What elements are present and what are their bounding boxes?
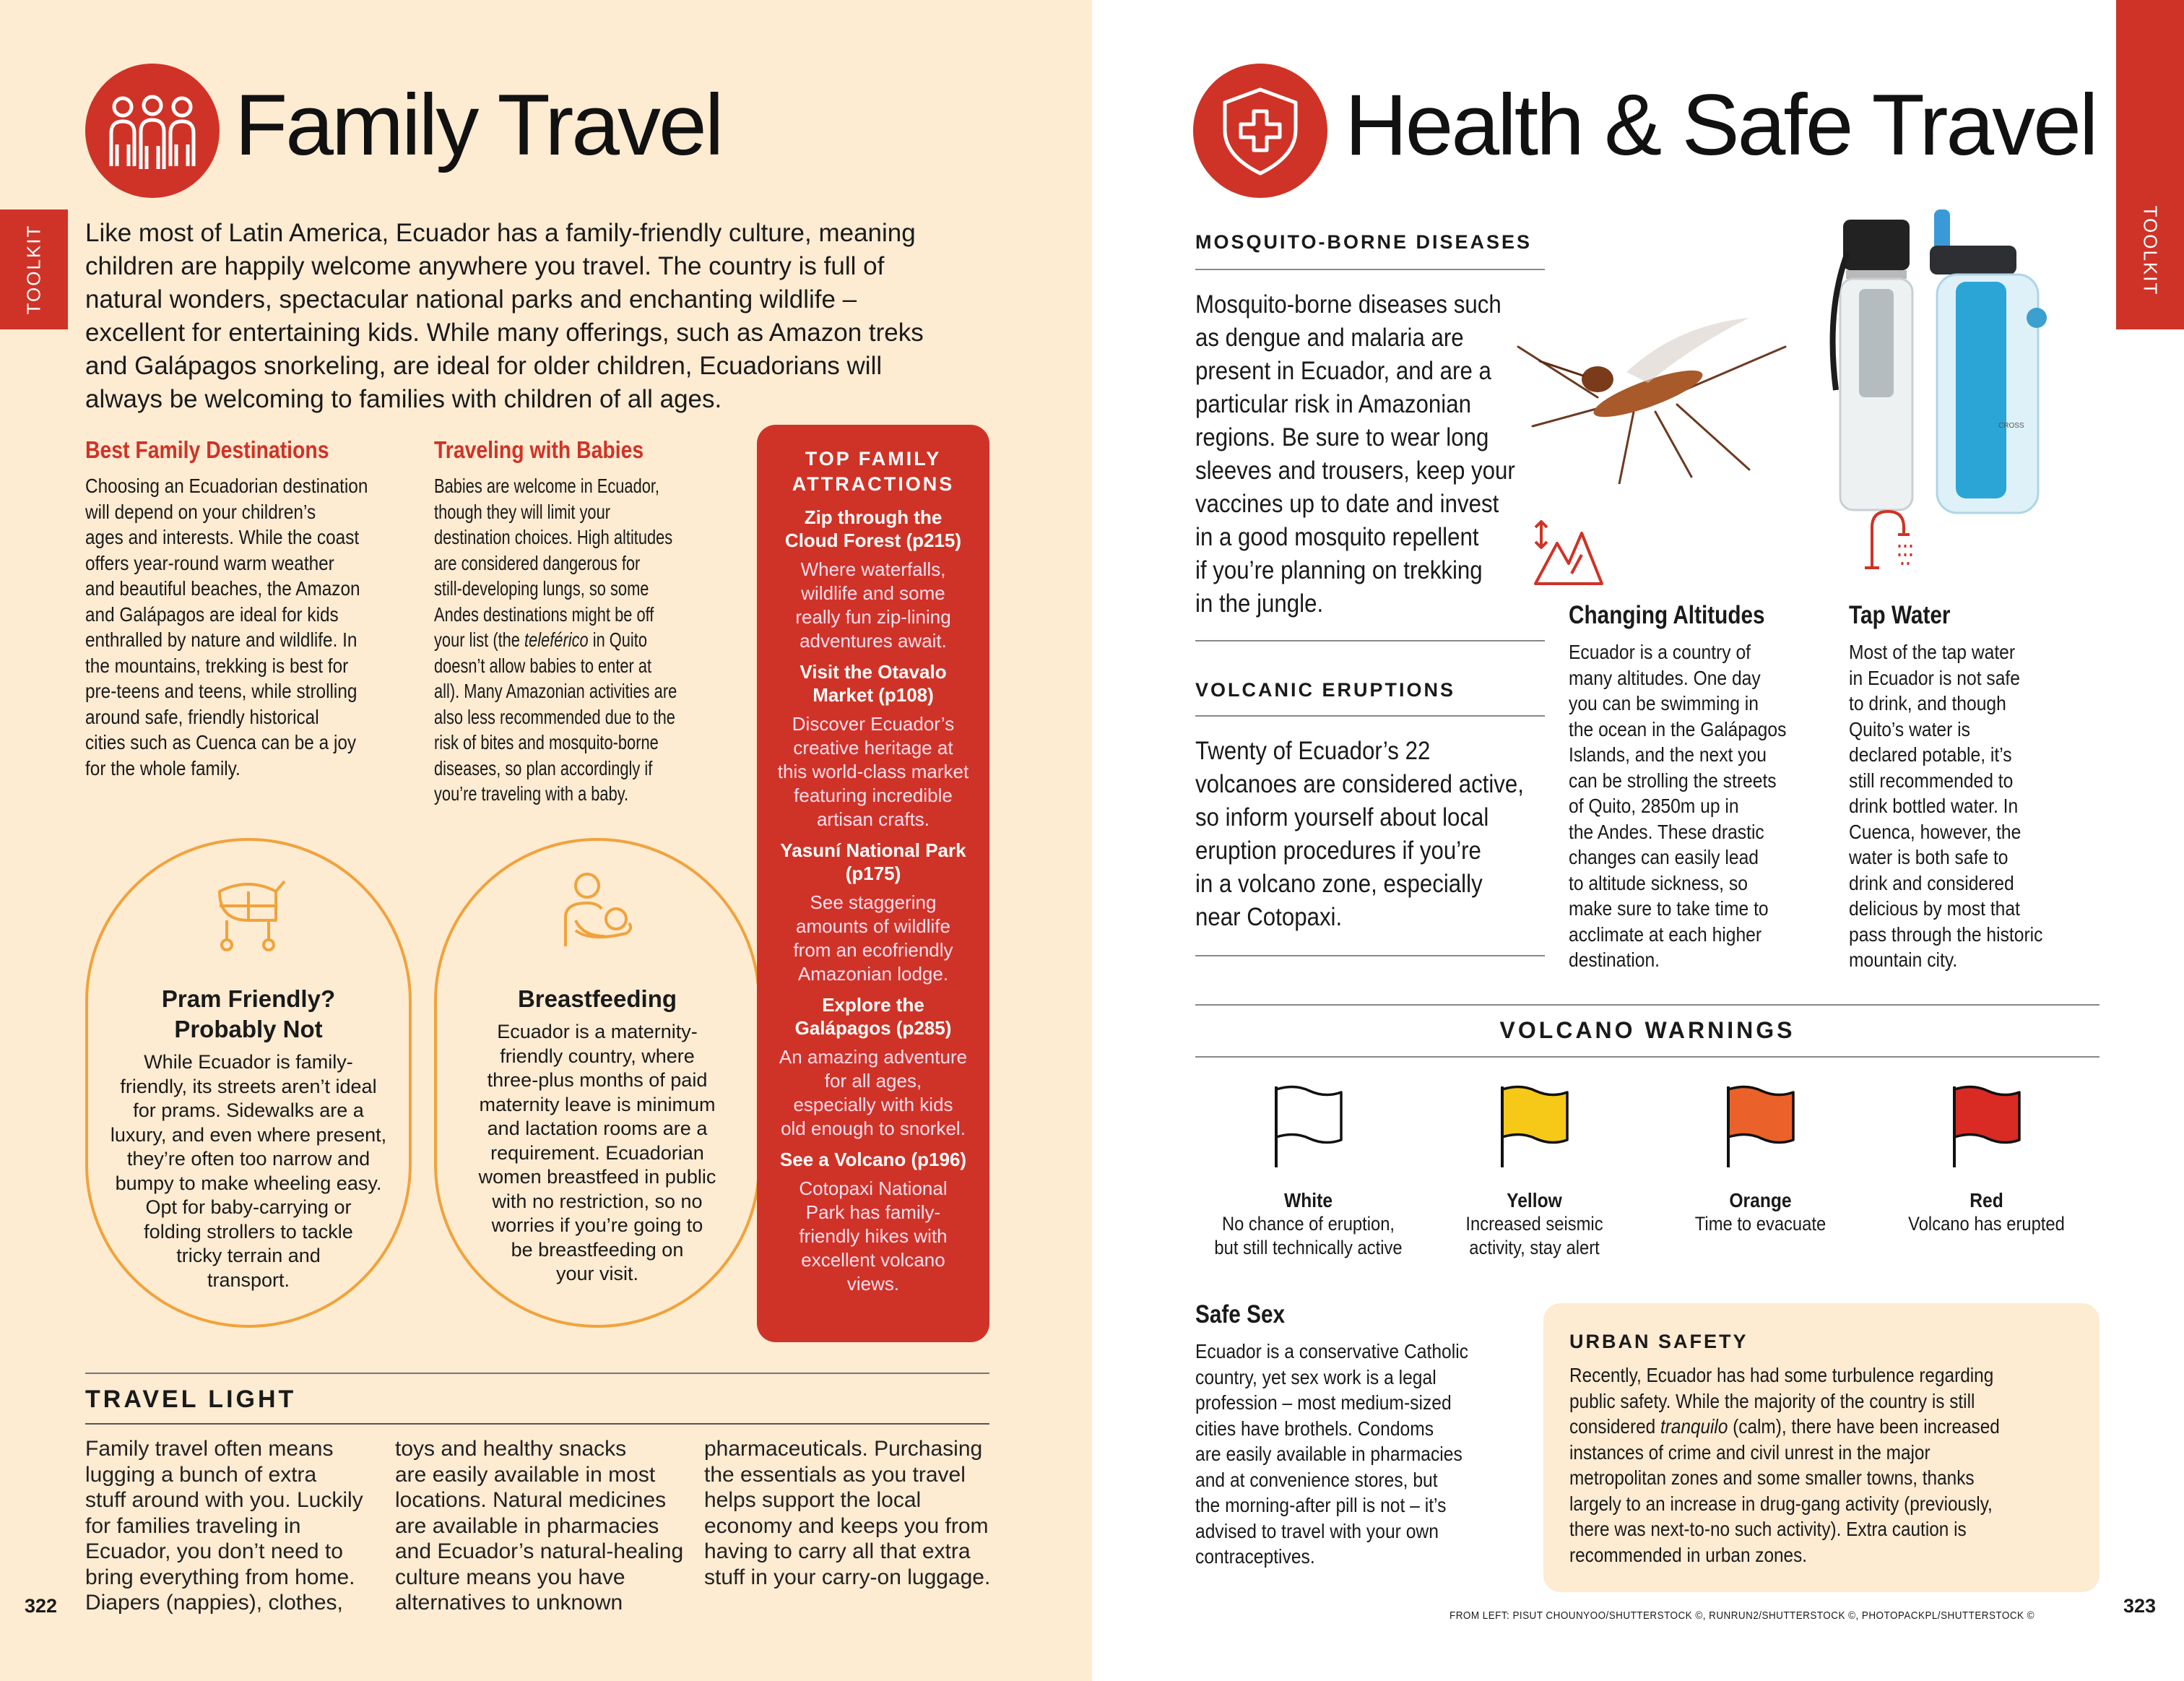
body-line: if you’re planning on trekking (1195, 556, 1483, 584)
attractions-list (764, 506, 982, 1303)
top-attractions-heading (757, 446, 989, 497)
attraction-text (764, 558, 982, 653)
body-line: you’re traveling with a baby. (434, 782, 629, 805)
flag-description-line: No chance of eruption, (1221, 1213, 1395, 1235)
body-line: three-plus months of paid (487, 1069, 708, 1091)
flag-description (1661, 1212, 1860, 1236)
body-line: though they will limit your (434, 500, 610, 523)
body-line: delicious by most that (1849, 897, 2020, 920)
body-line: profession – most medium-sized (1195, 1391, 1452, 1414)
body-line: bumpy to make wheeling easy. (115, 1172, 382, 1194)
mosquito-heading: MOSQUITO-BORNE DISEASES (1195, 231, 1533, 253)
body-line: of Quito, 2850m up in (1569, 795, 1739, 817)
body-line: metropolitan zones and some smaller towns, thanks (1569, 1466, 1975, 1489)
attraction-title (764, 1148, 982, 1171)
body-line: water is both safe to (1849, 846, 2008, 868)
attraction-title-line: See a Volcano (p196) (779, 1149, 967, 1170)
heading-line: TOP FAMILY (805, 448, 942, 470)
body-line: toys and healthy snacks (395, 1437, 627, 1461)
altitudes-body (1569, 639, 1823, 973)
body-line: Most of the tap water (1849, 641, 2016, 663)
attraction-text-line: An amazing adventure (779, 1046, 968, 1068)
top-family-attractions-box (757, 425, 989, 1342)
body-line: stuff in your carry-on luggage. (704, 1565, 991, 1589)
body-line: with no restriction, so no (492, 1190, 703, 1212)
babies-body (434, 473, 750, 807)
body-line: volcanoes are considered active, (1195, 769, 1524, 798)
body-line: Diapers (nappies), clothes, (85, 1591, 343, 1615)
urban-safety-box (1543, 1303, 2100, 1592)
travel-light-rule (85, 1423, 989, 1425)
body-line: to drink, and though (1849, 692, 2006, 714)
breastfeeding-icon (554, 867, 644, 960)
body-line: your visit. (555, 1263, 639, 1284)
body-line: particular risk in Amazonian (1195, 389, 1471, 418)
body-line: bring everything from home. (85, 1565, 355, 1589)
flag-description (1435, 1212, 1634, 1260)
body-line: the ocean in the Galápagos (1569, 717, 1787, 740)
intro-line: children are happily welcome anywhere you travel. The country is full of (85, 252, 885, 280)
attraction-title-line: Market (p108) (812, 684, 934, 706)
body-line: advised to travel with your own (1195, 1519, 1439, 1542)
body-line: the mountains, trekking is best for (85, 654, 349, 677)
body-line: Ecuador is a maternity- (497, 1021, 698, 1042)
flag-orange-icon (1721, 1084, 1800, 1170)
body-line: the Andes. These drastic (1569, 820, 1764, 843)
text-segment: (calm), there have been increased (1728, 1415, 2000, 1438)
intro-line: Like most of Latin America, Ecuador has a family-friendly culture, meaning (85, 219, 916, 247)
flag-description-line: but still technically active (1214, 1237, 1403, 1258)
body-line: the morning-after pill is not – it’s (1195, 1494, 1447, 1516)
attraction-text-line: wildlife and some (801, 582, 945, 604)
safe-sex-heading: Safe Sex (1195, 1300, 1286, 1328)
travel-light-heading: TRAVEL LIGHT (85, 1386, 297, 1413)
body-line: Ecuador, you don’t need to (85, 1539, 343, 1563)
attraction-text-line: See staggering (810, 891, 937, 913)
body-line: to altitude sickness, so (1569, 871, 1748, 894)
body-line: tricky terrain and (176, 1245, 321, 1266)
body-line: folding strollers to tackle (144, 1220, 353, 1243)
body-line: you can be swimming in (1569, 692, 1759, 714)
attraction-title-line: (p175) (845, 863, 901, 884)
body-line: recommended in urban zones. (1569, 1543, 1808, 1566)
travel-light-rule-top (85, 1373, 989, 1374)
flag-description (1887, 1212, 2086, 1236)
attraction-text-line: excellent volcano (801, 1249, 945, 1271)
flag-label: White (1283, 1189, 1333, 1211)
attraction-text (764, 1177, 982, 1296)
body-line: in a good mosquito repellent (1195, 522, 1479, 551)
body-line: so inform yourself about local (1195, 803, 1489, 831)
intro-line: and Galápagos snorkeling, are ideal for older children, Ecuadorians will (85, 352, 883, 380)
body-line: are considered dangerous for (434, 551, 641, 574)
body-line: be breastfeeding on (511, 1238, 684, 1261)
body-line: for families traveling in (85, 1513, 301, 1538)
attraction-text (764, 712, 982, 831)
body-line: transport. (207, 1269, 290, 1291)
intro-line: excellent for entertaining kids. While many offerings, such as Amazon treks (85, 319, 924, 347)
volcanic-body (1195, 734, 1538, 933)
attraction-text-line: Where waterfalls, (800, 558, 946, 580)
attraction-title-line: Zip through the (804, 506, 942, 528)
intro-line: always be welcoming to families with children of all ages. (85, 385, 722, 413)
body-line: cities have brothels. Condoms (1195, 1417, 1434, 1440)
body-line: and lactation rooms are a (487, 1118, 708, 1139)
intro-line: natural wonders, spectacular national parks and enchanting wildlife – (85, 285, 857, 314)
body-line: also less recommended due to the (434, 705, 675, 728)
volcanic-end-rule (1195, 955, 1545, 956)
page-title-family-travel: Family Travel (235, 77, 722, 173)
body-line: and at convenience stores, but (1195, 1468, 1438, 1491)
body-line: alternatives to unknown (395, 1591, 623, 1615)
attraction-title-line: Explore the (822, 994, 924, 1016)
body-line: still-developing lungs, so some (434, 577, 649, 600)
body-line: still recommended to (1849, 769, 2014, 792)
travel-light-col1 (85, 1436, 410, 1616)
attraction-title-line: Galápagos (p285) (794, 1017, 952, 1039)
italic-word: tranquilo (1660, 1415, 1728, 1438)
body-line: regions. Be sure to wear long (1195, 423, 1489, 451)
bottle-label: CROSS (1998, 422, 2024, 430)
flag-red-icon (1947, 1084, 2027, 1170)
body-line: enthralled by nature and wildlife. In (85, 628, 358, 651)
toolkit-tab-right: TOOLKIT (2116, 0, 2184, 329)
flag-yellow (1421, 1084, 1647, 1260)
text-segment: considered (1569, 1415, 1660, 1438)
attraction-text-line: views. (846, 1273, 900, 1295)
flag-yellow-icon (1495, 1084, 1574, 1170)
body-line: declared potable, it’s (1849, 743, 2012, 766)
urban-safety-heading: URBAN SAFETY (1569, 1331, 1748, 1352)
flag-label: Red (1970, 1189, 2003, 1211)
body-line: the essentials as you travel (704, 1462, 966, 1487)
body-line: all). Many Amazonian activities are (434, 680, 677, 702)
body-line: in the jungle. (1195, 589, 1324, 618)
attraction-title (764, 660, 982, 706)
flag-description-line: activity, stay alert (1469, 1237, 1600, 1258)
body-line: as dengue and malaria are (1195, 323, 1464, 352)
body-line: destination. (1569, 948, 1660, 971)
body-line: vaccines up to date and invest (1195, 489, 1499, 518)
flag-description-line: Volcano has erupted (1908, 1213, 2065, 1235)
body-line: worries if you’re going to (491, 1214, 703, 1236)
body-line: changes can easily lead (1569, 846, 1759, 868)
body-line: are easily available in most (395, 1462, 656, 1487)
flag-description-line: Increased seismic (1465, 1213, 1603, 1235)
body-line: pass through the historic (1849, 922, 2043, 946)
body-line: Mosquito-borne diseases such (1195, 290, 1502, 319)
body-line: culture means you have (395, 1565, 625, 1589)
attraction-text (764, 891, 982, 986)
body-line: drink and considered (1849, 871, 2014, 894)
body-line: Ecuador is a country of (1569, 641, 1751, 663)
pram-body (95, 1050, 402, 1292)
body-line: sleeves and trousers, keep your (1195, 456, 1515, 485)
attraction-text-line: amounts of wildlife (796, 915, 950, 937)
flag-orange (1647, 1084, 1873, 1236)
pram-icon (205, 870, 292, 960)
attraction-text-line: old enough to snorkel. (781, 1118, 966, 1139)
body-line: maternity leave is minimum (479, 1093, 716, 1115)
body-line: make sure to take time to (1569, 897, 1769, 920)
body-line: cities such as Cuenca can be a joy (85, 731, 357, 753)
best-destinations-body (85, 473, 425, 781)
body-line: acclimate at each higher (1569, 922, 1762, 946)
breastfeeding-arch-card (434, 838, 760, 1328)
body-line: friendly country, where (500, 1045, 695, 1067)
attraction-text (764, 1045, 982, 1141)
attraction-text-line: Discover Ecuador’s (792, 713, 955, 735)
volcanic-rule (1195, 715, 1545, 717)
attraction-item (764, 506, 982, 653)
travel-light-col2 (395, 1436, 706, 1616)
italic-word: teleférico (524, 628, 589, 651)
body-line: Ecuador is a conservative Catholic (1195, 1340, 1469, 1362)
volcanic-heading: VOLCANIC ERUPTIONS (1195, 679, 1456, 701)
volcano-flags (1195, 1084, 2100, 1271)
attraction-text-line: Cotopaxi National (799, 1177, 948, 1199)
body-line: locations. Natural medicines (395, 1488, 667, 1512)
body-line: stuff around with you. Luckily (85, 1488, 363, 1512)
pram-title (88, 984, 409, 1045)
best-destinations-heading: Best Family Destinations (85, 436, 329, 463)
water-bottles-photo (1821, 209, 2067, 524)
breastfeeding-body (444, 1020, 750, 1287)
body-line: Islands, and the next you (1569, 743, 1767, 766)
body-line: many altitudes. One day (1569, 666, 1761, 689)
flag-white-icon (1269, 1084, 1348, 1170)
body-line: Quito’s water is (1849, 717, 1970, 740)
body-line-italic (434, 627, 750, 653)
flag-white (1195, 1084, 1421, 1260)
body-line: ages and interests. While the coast (85, 526, 360, 548)
body-line: Twenty of Ecuador’s 22 (1195, 736, 1431, 765)
body-line: and Galápagos are ideal for kids (85, 602, 339, 626)
body-line: in a volcano zone, especially (1195, 869, 1483, 898)
attraction-text-line: this world-class market (777, 761, 969, 782)
attraction-text-line: friendly hikes with (799, 1225, 948, 1247)
body-line: public safety. While the majority of the country is still (1569, 1389, 1975, 1412)
attraction-item (764, 839, 982, 986)
page-title-health-safe-travel: Health & Safe Travel (1345, 77, 2097, 173)
body-line: pharmaceuticals. Purchasing (704, 1437, 983, 1461)
attraction-title (764, 839, 982, 885)
family-intro (85, 217, 1002, 416)
attraction-title-line: Cloud Forest (p215) (784, 530, 962, 551)
body-line: women breastfeed in public (478, 1166, 716, 1188)
tap-water-icon (1858, 506, 1930, 579)
body-line: lugging a bunch of extra (85, 1462, 317, 1487)
body-line: helps support the local (704, 1488, 922, 1512)
body-line: diseases, so plan accordingly if (434, 756, 653, 779)
body-line: Choosing an Ecuadorian destination (85, 475, 368, 497)
body-line: Babies are welcome in Ecuador, (434, 475, 659, 497)
mosquito-photo (1511, 303, 1843, 488)
attraction-text-line: really fun zip-lining (795, 606, 951, 628)
body-line: Family travel often means (85, 1437, 334, 1461)
volcano-warnings-rule-top (1195, 1004, 2100, 1006)
tap-water-heading: Tap Water (1849, 601, 1951, 629)
body-line: contraceptives. (1195, 1545, 1315, 1568)
attraction-text-line: featuring incredible (794, 785, 953, 806)
page-number-left: 322 (25, 1595, 58, 1617)
attraction-title (764, 993, 982, 1040)
body-line: eruption procedures if you’re (1195, 836, 1481, 865)
body-line: drink bottled water. In (1849, 795, 2019, 817)
flag-label: Yellow (1507, 1189, 1562, 1211)
body-line: and Ecuador’s natural-healing (395, 1539, 684, 1563)
breastfeeding-title-line: Breastfeeding (517, 985, 677, 1012)
mosquito-body (1195, 288, 1526, 620)
altitudes-heading: Changing Altitudes (1569, 601, 1765, 629)
volcano-warnings-rule (1195, 1056, 2100, 1058)
safe-sex-body (1195, 1339, 1513, 1570)
mosquito-rule (1195, 269, 1545, 270)
body-line: they’re often too narrow and (126, 1148, 370, 1170)
body-line: Andes destinations might be off (434, 602, 654, 626)
body-line: requirement. Ecuadorian (490, 1141, 704, 1164)
body-line: economy and keeps you from (704, 1513, 989, 1538)
pram-title-line: Pram Friendly? (161, 985, 336, 1012)
body-line: doesn’t allow babies to enter at (434, 654, 652, 677)
body-line: offers year-round warm weather (85, 551, 334, 574)
attraction-item (764, 1148, 982, 1296)
body-line: for the whole family. (85, 756, 240, 779)
pram-arch-card (85, 838, 412, 1328)
shield-cross-icon (1193, 64, 1327, 198)
flag-description (1209, 1212, 1408, 1260)
text-segment: your list (the (434, 628, 525, 651)
body-line: largely to an increase in drug-gang activity (previously, (1569, 1492, 1993, 1515)
body-line: having to carry all that extra (704, 1539, 971, 1563)
body-line: near Cotopaxi. (1195, 902, 1343, 931)
attraction-text-line: for all ages, (824, 1070, 922, 1092)
text-segment: in Quito (588, 628, 647, 651)
body-line: pre-teens and teens, while strolling (85, 680, 358, 702)
flag-label: Orange (1729, 1189, 1792, 1211)
volcano-warnings-heading: VOLCANO WARNINGS (1499, 1017, 1795, 1043)
travel-light-col3 (704, 1436, 993, 1590)
body-line: can be strolling the streets (1569, 769, 1777, 792)
body-line: mountain city. (1849, 948, 1958, 971)
attraction-title-line: Yasuní National Park (780, 839, 966, 861)
attraction-text-line: Park has family- (805, 1201, 941, 1223)
body-line: and beautiful beaches, the Amazon (85, 577, 360, 600)
attraction-title (764, 506, 982, 552)
breastfeeding-title (437, 984, 758, 1014)
body-line: in Ecuador is not safe (1849, 666, 2020, 689)
body-line: are available in pharmacies (395, 1513, 659, 1538)
body-line: luxury, and even where present, (110, 1123, 387, 1146)
tap-water-body (1849, 639, 2078, 973)
body-line-italic (1569, 1414, 2072, 1440)
body-line: While Ecuador is family- (144, 1051, 353, 1073)
toolkit-tab-left: TOOLKIT (0, 209, 68, 329)
urban-safety-body (1569, 1362, 2072, 1568)
body-line: for prams. Sidewalks are a (133, 1099, 364, 1121)
body-line: around safe, friendly historical (85, 705, 319, 728)
attraction-item (764, 660, 982, 831)
body-line: risk of bites and mosquito-borne (434, 731, 659, 753)
babies-heading: Traveling with Babies (434, 436, 644, 463)
body-line: instances of crime and civil unrest in the major (1569, 1440, 1930, 1464)
flag-description-line: Time to evacuate (1694, 1213, 1826, 1235)
body-line: will depend on your children’s (85, 500, 316, 523)
photo-credit: FROM LEFT: PISUT CHOUNYOO/SHUTTERSTOCK ©, RUNRUN2/SHUTTERSTOCK ©, PHOTOPACKPL/SHUTTERSTOCK © (1450, 1609, 2035, 1622)
mosquito-end-rule (1195, 640, 1545, 641)
flag-red (1873, 1084, 2100, 1236)
mountain-altitude-icon (1528, 519, 1608, 592)
heading-line: ATTRACTIONS (792, 473, 955, 495)
right-page (1092, 0, 2184, 1681)
body-line: Opt for baby-carrying or (145, 1196, 352, 1218)
body-line: Cuenca, however, the (1849, 820, 2022, 843)
body-line: present in Ecuador, and are a (1195, 356, 1491, 385)
attraction-text-line: creative heritage at (793, 737, 953, 759)
body-line: Recently, Ecuador has had some turbulence regarding (1569, 1364, 1994, 1386)
attraction-text-line: Amazonian lodge. (797, 963, 949, 985)
body-line: friendly, its streets aren’t ideal (120, 1075, 377, 1097)
body-line: country, yet sex work is a legal (1195, 1365, 1436, 1388)
body-line: are easily available in pharmacies (1195, 1443, 1462, 1465)
attraction-text-line: adventures await. (800, 630, 947, 652)
family-icon (85, 64, 220, 198)
body-line: there was next-to-no such activity). Extra caution is (1569, 1518, 1967, 1540)
attraction-text-line: especially with kids (793, 1094, 953, 1115)
page-number-right: 323 (2123, 1595, 2157, 1617)
attraction-item (764, 993, 982, 1141)
attraction-text-line: artisan crafts. (816, 808, 930, 830)
pram-title-line: Probably Not (174, 1016, 323, 1042)
attraction-text-line: from an ecofriendly (793, 939, 953, 961)
body-line: destination choices. High altitudes (434, 526, 673, 548)
attraction-title-line: Visit the Otavalo (800, 661, 947, 683)
